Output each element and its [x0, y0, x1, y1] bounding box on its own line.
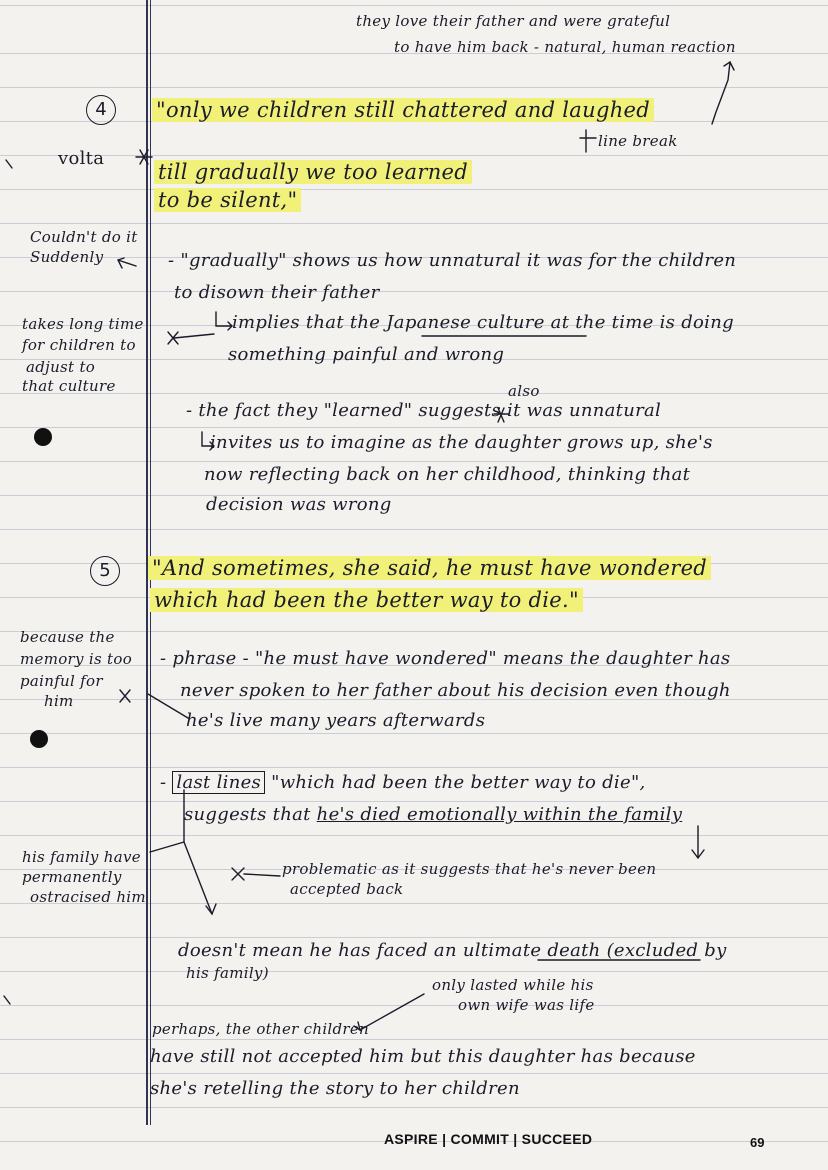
margin-note-his-family: his family have	[22, 848, 141, 866]
emotionally-arrow	[692, 826, 704, 858]
section5-point1-line1: - phrase - "he must have wondered" means the daughter has	[160, 648, 731, 669]
section4-point2-line4: decision was wrong	[206, 494, 392, 515]
volta-label: volta	[58, 148, 105, 169]
margin-note-him: him	[44, 692, 74, 710]
margin-note-memory: memory is too	[20, 650, 133, 668]
section5-point1-line2: never spoken to her father about his decision even though	[180, 680, 731, 701]
margin-note-ostracised: ostracised him	[30, 888, 146, 906]
perhaps-line2: have still not accepted him but this daughter has because	[150, 1046, 696, 1067]
problematic-line2: accepted back	[290, 880, 404, 898]
top-comment-line1: they love their father and were grateful	[356, 12, 671, 30]
death-line2: his family)	[186, 964, 269, 982]
section4-quote-line3: to be silent,"	[154, 188, 301, 212]
margin-note-permanently: permanently	[22, 868, 122, 886]
section-number-5: 5	[90, 556, 120, 586]
section5-quote-line2: which had been the better way to die."	[150, 588, 583, 612]
arrow-top-comment	[712, 62, 730, 124]
section4-quote-line1: "only we children still chattered and laughed	[152, 98, 654, 122]
bullet-dot-2	[30, 730, 48, 748]
death-line1: doesn't mean he has faced an ultimate death (excluded by	[178, 940, 727, 961]
his-family-bracket	[150, 842, 184, 852]
section4-point1-line1: - "gradually" shows us how unnatural it was for the children	[168, 250, 737, 271]
implies-arrow	[216, 312, 232, 330]
only-lasted-arrow	[360, 994, 424, 1030]
line-break-note: line break	[598, 132, 678, 150]
margin-note-painful: painful for	[20, 672, 103, 690]
page-number: 69	[750, 1135, 765, 1150]
section4-point1-line4: something painful and wrong	[228, 344, 505, 365]
memory-arrow	[120, 690, 188, 718]
only-lasted-line2: own wife was life	[458, 996, 595, 1014]
section5-quote-line1: "And sometimes, she said, he must have wondered	[148, 556, 711, 580]
problematic-x	[232, 868, 244, 880]
footer-brand: ASPIRE | COMMIT | SUCCEED	[384, 1131, 593, 1147]
bullet-dot	[34, 428, 52, 446]
margin-note-suddenly: Suddenly	[30, 248, 104, 266]
section4-quote-line2: till gradually we too learned	[154, 160, 472, 184]
margin-note-takes-long: takes long time	[22, 315, 144, 333]
margin-note-couldnt: Couldn't do it	[30, 228, 138, 246]
suddenly-arrow	[118, 258, 136, 268]
problematic-line	[244, 874, 280, 876]
only-lasted-line1: only lasted while his	[432, 976, 594, 994]
section4-point1-line3: implies that the Japanese culture at the time is doing	[232, 312, 734, 333]
section4-point1-line2: to disown their father	[174, 282, 380, 303]
margin-note-for-children: for children to	[22, 336, 136, 354]
perhaps-line1: perhaps, the other children	[152, 1020, 370, 1038]
margin-note-because: because the	[20, 628, 115, 646]
margin-tick	[4, 160, 12, 1004]
takes-long-arrow	[168, 332, 214, 344]
line-break-mark	[580, 130, 596, 152]
margin-note-culture: that culture	[22, 377, 116, 395]
margin-note-adjust: adjust to	[26, 358, 96, 376]
section5-point2-line2: suggests that he's died emotionally within the family	[184, 804, 683, 825]
perhaps-line3: she's retelling the story to her children	[150, 1078, 520, 1099]
problematic-line1: problematic as it suggests that he's never been	[282, 860, 657, 878]
section5-point2-line1: - last lines "which had been the better way to die",	[160, 772, 646, 793]
also-note: also	[508, 382, 540, 400]
section4-point2-line2: invites us to imagine as the daughter grows up, she's	[210, 432, 713, 453]
top-comment-line2: to have him back - natural, human reaction	[394, 38, 736, 56]
section4-point2-line3: now reflecting back on her childhood, thinking that	[204, 464, 691, 485]
section4-point2-line1: - the fact they "learned" suggests it was unnatural	[186, 400, 662, 421]
section-number-4: 4	[86, 95, 116, 125]
section5-point1-line3: he's live many years afterwards	[186, 710, 486, 731]
